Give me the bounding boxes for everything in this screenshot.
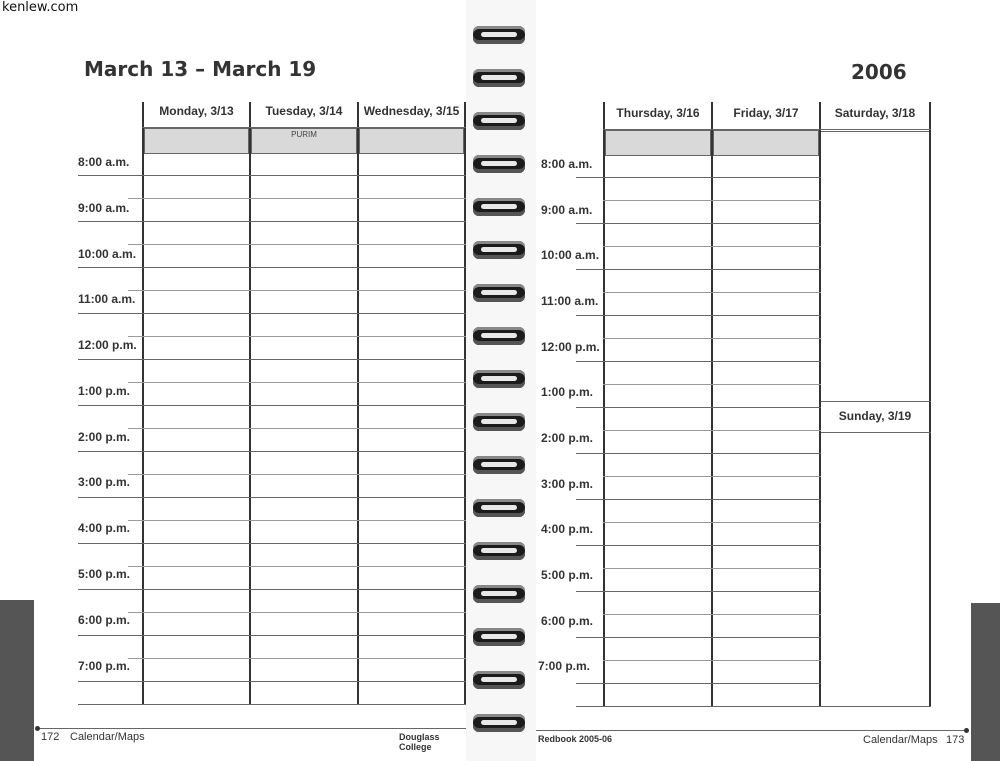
footer-book: Redbook 2005-06	[538, 734, 613, 744]
hour-rule	[78, 635, 466, 636]
hour-rule	[78, 589, 466, 590]
time-label: 11:00 a.m.	[541, 294, 599, 308]
footer-section: Calendar/Maps	[70, 731, 145, 743]
hour-rule	[78, 543, 466, 544]
time-label: 9:00 a.m.	[78, 201, 130, 215]
time-label: 2:00 p.m.	[541, 431, 594, 445]
holiday-label: PURIM	[291, 130, 317, 139]
half-hour-rule	[603, 430, 821, 431]
note-bar-thursday[interactable]	[605, 130, 711, 156]
time-label: 5:00 p.m.	[541, 568, 594, 582]
day-header-thursday: Thursday, 3/16	[616, 106, 700, 120]
day-header-wednesday: Wednesday, 3/15	[363, 104, 460, 118]
note-bar-wednesday[interactable]	[359, 128, 464, 154]
half-hour-rule	[603, 522, 821, 523]
hour-rule	[78, 497, 466, 498]
hour-rule	[576, 407, 821, 408]
week-title: March 13 – March 19	[84, 57, 317, 81]
right-page-grid	[536, 0, 1000, 761]
time-label: 9:00 a.m.	[541, 203, 593, 217]
hour-rule	[78, 221, 466, 222]
time-label: 6:00 p.m.	[78, 613, 131, 627]
footer-dot	[964, 728, 969, 733]
time-label: 11:00 a.m.	[78, 292, 136, 306]
left-page-grid	[0, 0, 466, 761]
half-hour-rule	[128, 428, 466, 429]
hour-rule	[576, 315, 821, 316]
hour-rule	[78, 359, 466, 360]
bottom-rule	[576, 706, 931, 707]
half-hour-rule	[603, 292, 821, 293]
half-hour-rule	[128, 336, 466, 337]
half-hour-rule	[603, 614, 821, 615]
binding-gap	[466, 0, 536, 761]
footer-rule	[536, 730, 966, 731]
time-label: 3:00 p.m.	[78, 475, 131, 489]
bottom-rule	[78, 704, 466, 705]
hour-rule	[576, 637, 821, 638]
time-label: 10:00 a.m.	[541, 248, 600, 262]
time-label: 3:00 p.m.	[541, 477, 594, 491]
time-label: 1:00 p.m.	[541, 385, 594, 399]
left-col-divider	[464, 102, 466, 704]
left-col-divider	[249, 102, 251, 704]
day-header-sunday: Sunday, 3/19	[838, 409, 912, 423]
day-header-saturday: Saturday, 3/18	[834, 106, 916, 120]
watermark: kenlew.com	[2, 0, 79, 15]
half-hour-rule	[603, 660, 821, 661]
hour-rule	[576, 223, 821, 224]
time-label: 7:00 p.m.	[78, 659, 131, 673]
half-hour-rule	[128, 290, 466, 291]
half-hour-rule	[603, 384, 821, 385]
time-label: 8:00 a.m.	[541, 157, 593, 171]
half-hour-rule	[128, 244, 466, 245]
half-hour-rule	[128, 474, 466, 475]
time-label: 4:00 p.m.	[541, 522, 594, 536]
right-col-divider	[603, 102, 605, 706]
hour-rule	[576, 269, 821, 270]
footer-section: Calendar/Maps	[863, 734, 938, 746]
half-hour-rule	[128, 382, 466, 383]
hour-rule	[78, 681, 466, 682]
footer-publisher: Douglass College	[399, 732, 440, 752]
time-label: 7:00 p.m.	[538, 659, 591, 673]
hour-rule	[576, 683, 821, 684]
time-label: 1:00 p.m.	[78, 384, 131, 398]
time-label: 8:00 a.m.	[78, 155, 130, 169]
left-col-divider	[357, 102, 359, 704]
saturday-box[interactable]	[821, 131, 929, 402]
time-label: 12:00 p.m.	[78, 338, 137, 352]
half-hour-rule	[603, 338, 821, 339]
footer-rule	[38, 728, 466, 729]
half-hour-rule	[128, 566, 466, 567]
sunday-box[interactable]	[821, 433, 929, 705]
hour-rule	[576, 499, 821, 500]
time-label: 4:00 p.m.	[78, 521, 131, 535]
time-label: 10:00 a.m.	[78, 247, 137, 261]
hour-rule	[78, 405, 466, 406]
half-hour-rule	[603, 476, 821, 477]
hour-rule	[78, 313, 466, 314]
left-col-divider	[142, 102, 144, 704]
half-hour-rule	[128, 520, 466, 521]
note-bar-monday[interactable]	[144, 128, 249, 154]
half-hour-rule	[603, 200, 821, 201]
time-label: 6:00 p.m.	[541, 614, 594, 628]
year-label: 2006	[851, 60, 907, 84]
time-label: 5:00 p.m.	[78, 567, 131, 581]
footer-dot	[35, 726, 40, 731]
right-col-divider	[711, 102, 713, 706]
time-label: 12:00 p.m.	[541, 340, 600, 354]
saturday-sunday-rule	[821, 401, 931, 402]
hour-rule	[78, 451, 466, 452]
note-bar-friday[interactable]	[713, 130, 819, 156]
right-col-divider	[929, 102, 931, 706]
half-hour-rule	[128, 612, 466, 613]
half-hour-rule	[603, 568, 821, 569]
half-hour-rule	[603, 246, 821, 247]
time-label: 2:00 p.m.	[78, 430, 131, 444]
hour-rule	[78, 267, 466, 268]
half-hour-rule	[128, 198, 466, 199]
day-header-monday: Monday, 3/13	[159, 104, 234, 118]
hour-rule	[576, 361, 821, 362]
footer-page-number: 173	[946, 734, 965, 746]
day-header-tuesday: Tuesday, 3/14	[265, 104, 343, 118]
hour-rule	[78, 175, 466, 176]
day-header-friday: Friday, 3/17	[733, 106, 799, 120]
hour-rule	[576, 177, 821, 178]
half-hour-rule	[128, 658, 466, 659]
footer-page-number: 172	[41, 731, 60, 743]
hour-rule	[576, 545, 821, 546]
hour-rule	[576, 591, 821, 592]
hour-rule	[576, 453, 821, 454]
